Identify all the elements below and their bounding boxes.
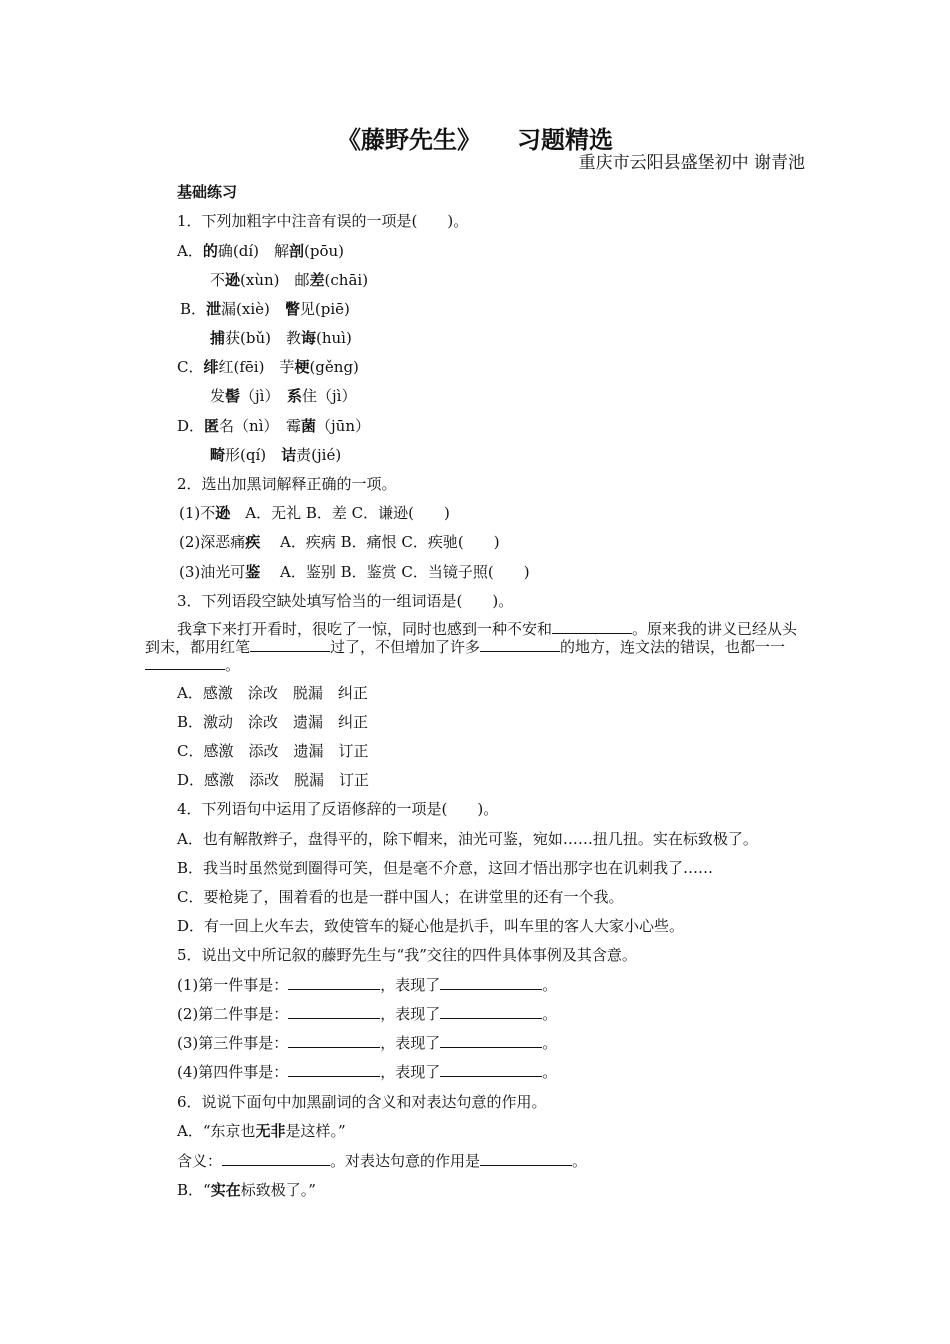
q2-item-3: (3)油光可鉴 A．鉴别 B．鉴赏 C．当镜子照( ) [179, 563, 530, 581]
q5-item-1: (1)第一件事是： ，表现了 。 [177, 976, 558, 994]
q5-item-2: (2)第二件事是： ，表现了 。 [177, 1005, 558, 1023]
q5-item-4: (4)第四件事是： ，表现了 。 [177, 1063, 558, 1081]
q3-passage: 我拿下来打开看时，很吃了一惊，同时也感到一种不安和 。原来我的讲义已经从头到末，都用红笔 过了，不但增加了许多 的地方，连文法的错误，也都一一。 [145, 620, 798, 674]
q1-option-c-line1: C．绯红(fēi) 芋梗(gěng) [177, 358, 359, 376]
q3-option-c: C．感激 添改 遗漏 订正 [177, 742, 369, 760]
q1-option-d-line1: D．匿名（nì） 霉菌（jūn） [177, 417, 371, 435]
question-5-stem: 5．说出文中所记叙的藤野先生与“我”交往的四件具体事例及其含意。 [177, 946, 637, 964]
page-title: 《藤野先生》 习题精选 [337, 126, 613, 154]
q4-option-c: C．要枪毙了，围着看的也是一群中国人；在讲堂里的还有一个我。 [177, 888, 624, 906]
section-heading: 基础练习 [177, 183, 238, 201]
q4-option-a: A．也有解散辫子，盘得平的，除下帽来，油光可鉴，宛如……扭几扭。实在标致极了。 [177, 830, 758, 848]
question-1-stem: 1．下列加粗字中注音有误的一项是( )。 [177, 212, 469, 230]
q1-option-b-line1: B．泄漏(xiè) 瞥见(piē) [180, 300, 350, 318]
q5-item-3: (3)第三件事是： ，表现了 。 [177, 1034, 558, 1052]
author-line: 重庆市云阳县盛堡初中 谢青池 [578, 153, 805, 173]
question-4-stem: 4．下列语句中运用了反语修辞的一项是( )。 [177, 800, 499, 818]
q4-option-b: B．我当时虽然觉到圈得可笑，但是毫不介意，这回才悟出那字也在讥刺我了…… [177, 859, 714, 877]
q1-option-c-line2: 发髻（jì） 系住（jì） [210, 387, 357, 405]
question-3-stem: 3．下列语段空缺处填写恰当的一组词语是( )。 [177, 592, 514, 610]
q4-option-d: D．有一回上火车去，致使管车的疑心他是扒手，叫车里的客人大家小心些。 [177, 917, 685, 935]
q1-option-b-line2: 捕获(bǔ) 教诲(huì) [210, 329, 352, 347]
q2-item-2: (2)深恶痛疾 A．疾病 B．痛恨 C．疾驰( ) [179, 533, 500, 551]
q1-option-d-line2: 畸形(qí) 诘责(jié) [210, 446, 342, 464]
q3-option-b: B．激动 涂改 遗漏 纠正 [177, 713, 369, 731]
q1-option-a-line2: 不逊(xùn) 邮差(chāi) [210, 271, 369, 289]
q6-option-b: B．“实在标致极了。” [177, 1181, 316, 1199]
q3-option-a: A．感激 涂改 脱漏 纠正 [177, 684, 368, 702]
question-2-stem: 2．选出加黑词解释正确的一项。 [177, 475, 397, 493]
q6-option-a: A．“东京也无非是这样。” [177, 1122, 346, 1140]
q1-option-a-line1: A．的确(dí) 解剖(pōu) [177, 242, 344, 260]
question-6-stem: 6．说说下面句中加黑副词的含义和对表达句意的作用。 [177, 1093, 547, 1111]
q2-item-1: (1)不逊 A．无礼 B．差 C．谦逊( ) [179, 504, 450, 522]
q6-meaning-line: 含义： 。对表达句意的作用是 。 [177, 1152, 588, 1170]
q3-option-d: D．感激 添改 脱漏 订正 [177, 771, 370, 789]
